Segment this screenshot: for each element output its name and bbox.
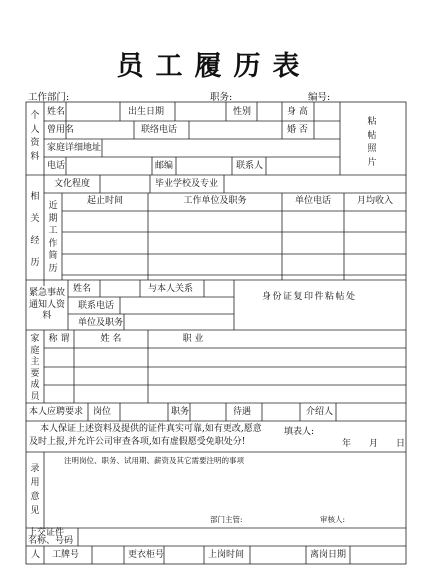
work-header-phone: 单位电话 [294,196,331,206]
form-title: 员工履历表 [116,51,312,82]
emergency-name-label: 姓名 [73,284,92,294]
contact-person-label: 联系人 [236,161,264,171]
family-header-occupation: 职 业 [182,334,204,344]
statement-line-2: 及时上报,并允许公司审查各项,如有虚假愿受免职处分! [29,437,246,447]
leave-date-label: 离岗日期 [310,550,347,560]
apply-referrer-label: 介绍人 [306,407,334,417]
height-label: 身 高 [287,107,308,117]
entry-side-label: 人 [31,550,41,560]
emergency-phone-label: 联系电话 [78,301,115,311]
emergency-side-label: 紧急事故通知人资料 [28,288,65,321]
name-label: 姓名 [47,107,66,117]
work-side-label: 近期工作简历 [48,201,58,274]
contact-phone-label: 联络电话 [141,125,178,135]
docs-label-line-2: 名称、号码 [28,536,74,546]
family-header-title: 称 谓 [48,334,70,344]
dept-label: 工作部门: [28,92,70,103]
postcode-label: 邮编 [155,161,174,171]
apply-salary-label: 待遇 [233,407,252,417]
work-header-employer: 工作单位及职务 [183,196,247,206]
date-label: 年 月 日 [342,439,406,449]
position-label: 职务: [210,92,233,103]
reviewer-label: 审核人: [320,515,346,524]
number-label: 编号: [308,92,331,103]
personal-side-label: 个人资料 [30,111,40,162]
work-header-period: 起止时间 [86,196,123,206]
birth-label: 出生日期 [128,107,165,117]
supervisor-label: 部门主管: [210,515,243,524]
emergency-unit-label: 单位及职务 [78,318,124,328]
filler-label: 填表人: [284,427,315,437]
badge-number-label: 工牌号 [52,550,80,560]
statement-line-1: 本人保证上述资料及提供的证件真实可靠,如有更改,愿意 [40,424,262,434]
emergency-relation-label: 与本人关系 [148,284,194,294]
hire-note-label: 注明岗位、职务、试用期、薪资及其它需要注明的事项 [64,456,244,465]
start-time-label: 上岗时间 [208,550,245,560]
marital-label: 婚 否 [287,125,308,135]
phone-label: 电话 [47,161,66,171]
apply-duty-label: 职务 [171,407,190,417]
hire-side-label: 录用意见 [30,464,40,516]
apply-post-label: 岗位 [93,407,112,417]
apply-requirement-label: 本人应聘要求 [29,407,84,417]
work-header-income: 月均收入 [356,196,393,206]
experience-side-label: 相关经历 [30,192,40,268]
former-name-label: 曾用名 [47,125,75,135]
docs-label-line-1: 上交证件 [28,528,65,538]
id-copy-placeholder-label: 身份证复印件粘帖处 [262,292,357,302]
family-header-name: 姓 名 [100,334,122,344]
school-label: 毕业学校及专业 [155,179,219,189]
locker-number-label: 更衣柜号 [128,550,165,560]
address-label: 家庭详细地址 [47,143,102,153]
education-level-label: 文化程度 [54,179,91,189]
family-side-label: 家庭主要成员 [30,334,40,402]
gender-label: 性别 [233,107,252,117]
photo-placeholder-label: 粘帖照片 [367,117,377,168]
